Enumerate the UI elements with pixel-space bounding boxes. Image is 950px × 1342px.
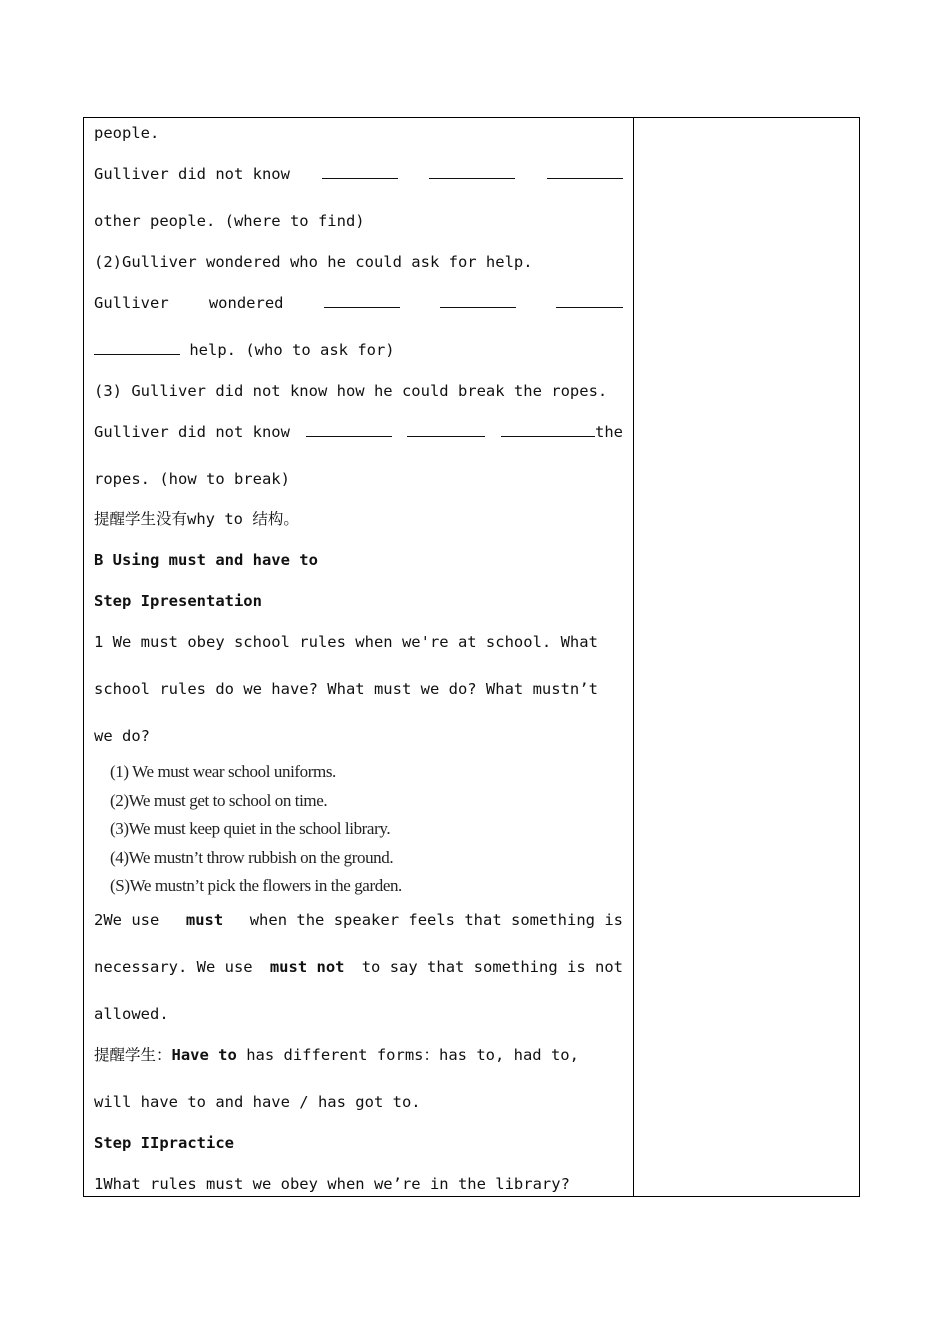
rule-item: (2)We must get to school on time. [110,790,328,810]
text-fragment: 提醒学生： [94,1046,172,1064]
text-fragment: Gulliver [94,294,169,312]
exercise-line [94,164,623,184]
rule-item: (S)We mustn’t pick the flowers in the garden. [110,876,402,896]
step-heading: Step IIpractice [94,1134,234,1152]
text-line: 1What rules must we obey when we’re in the library? [94,1175,570,1193]
text-fragment: to say that something is not [361,958,623,976]
section-heading: B Using must and have to [94,551,318,569]
text-line: allowed. [94,1005,169,1023]
text-line [94,910,623,930]
text-line: (2)Gulliver wondered who he could ask for help. [94,253,533,271]
exercise-line [94,293,623,313]
text-fragment: 2We use [94,911,160,929]
lesson-table [83,117,860,1197]
text-fragment: necessary. We use [94,958,253,976]
keyword: must [185,911,224,929]
text-fragment: wondered [208,294,284,312]
answer-blank [322,164,398,179]
exercise-line [94,422,623,442]
keyword: must not [269,958,345,976]
text-fragment: Gulliver did not know [94,165,290,183]
answer-blank [407,422,485,437]
answer-blank [440,293,516,308]
text-fragment: has different forms：has to, had to, [246,1046,579,1064]
text-fragment: 1 We must obey school rules when we're at school. What [94,633,598,651]
answer-blank [306,422,392,437]
text-fragment: the [594,423,623,441]
answer-blank [94,340,180,355]
answer-blank [429,164,515,179]
text-line: ropes. (how to break) [94,470,290,488]
text-line: we do? [94,727,150,745]
text-line: will have to and have / has got to. [94,1093,421,1111]
answer-blank [547,164,623,179]
text-line: (3) Gulliver did not know how he could break the ropes. [94,382,608,400]
answer-blank [324,293,400,308]
answer-blank [501,422,595,437]
text-line: school rules do we have? What must we do? What mustn’t [94,680,598,698]
text-line: other people. (where to find) [94,212,365,230]
keyword: Have to [171,1046,237,1064]
rule-item: (3)We must keep quiet in the school library. [110,819,391,839]
exercise-line [94,340,623,360]
text-line [94,632,623,652]
answer-blank [556,293,623,308]
rule-item: (4)We mustn’t throw rubbish on the ground. [110,847,394,867]
teacher-note [94,1045,623,1065]
notes-column [634,118,859,1196]
text-line: people. [94,124,160,142]
teacher-note: 提醒学生没有why to 结构。 [94,510,299,528]
rule-item: (1) We must wear school uniforms. [110,762,336,781]
blank-with-word [501,422,623,442]
rules-list [110,758,402,901]
step-heading: Step Ipresentation [94,592,262,610]
text-fragment: help. (who to ask for) [189,341,395,359]
content-column [84,118,633,1196]
text-line [94,957,623,977]
text-fragment: Gulliver did not know [94,423,290,441]
text-fragment: when the speaker feels that something is [249,911,623,929]
